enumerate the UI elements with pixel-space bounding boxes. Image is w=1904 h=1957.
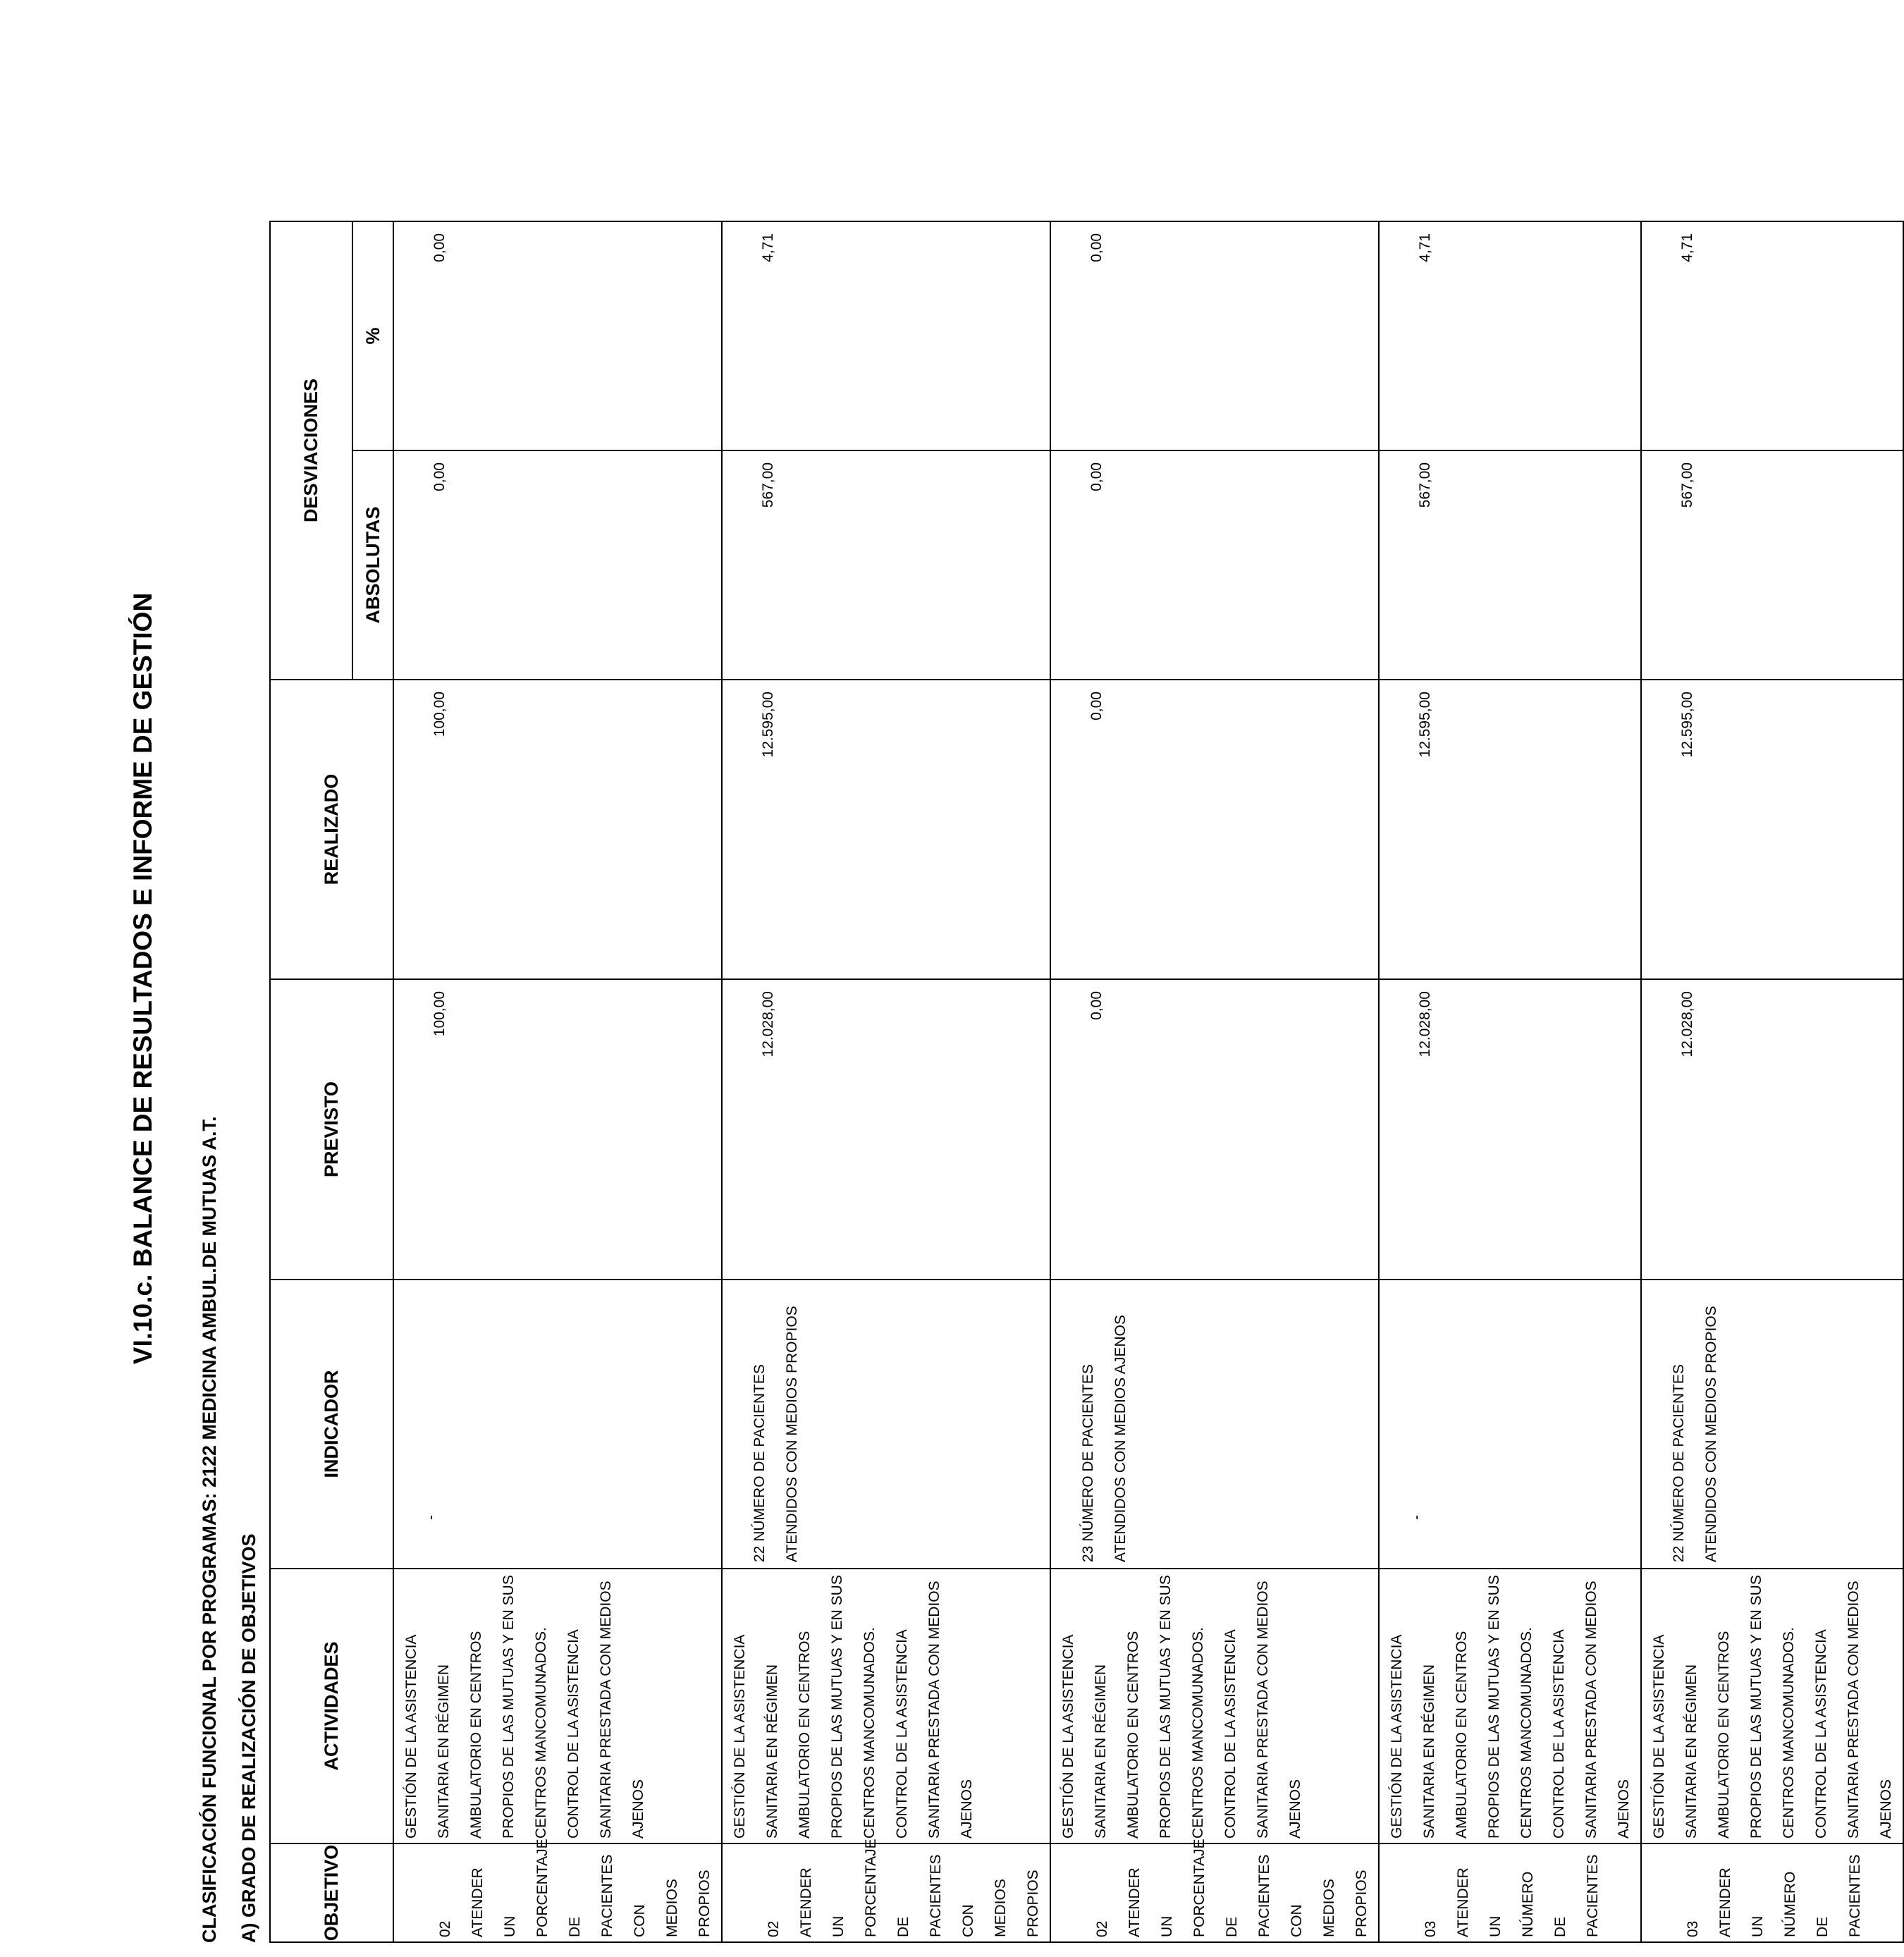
porcentaje-cell: 4,71 bbox=[1379, 221, 1641, 450]
actividades-cell bbox=[1379, 1569, 1641, 1843]
realizado-cell: 12.595,00 bbox=[722, 680, 1050, 979]
realizado-cell: 12.595,00 bbox=[1641, 680, 1903, 979]
actividad-item: CONTROL DE LA ASISTENCIA SANITARIA PRESTADA CON MEDIOS AJENOS bbox=[894, 1581, 975, 1839]
objetivo-cell: 02 ATENDER UN PORCENTAJE DE PACIENTES CON MEDIOS PROPIOS bbox=[722, 1843, 1050, 1942]
indicador-cell: 22 NÚMERO DE PACIENTES ATENDIDOS CON MEDIOS PROPIOS bbox=[722, 1280, 1050, 1569]
header-desviaciones: DESVIACIONES bbox=[270, 221, 352, 680]
actividad-item: GESTIÓN DE LA ASISTENCIA SANITARIA EN RÉGIMEN AMBULATORIO EN CENTROS PROPIOS DE LAS MUTUAS Y EN SUS CENTROS MANCOMUNADOS. bbox=[732, 1575, 878, 1839]
objectives-table bbox=[269, 11, 1904, 1943]
header-realizado: REALIZADO bbox=[270, 680, 393, 979]
actividad-item: GESTIÓN DE LA ASISTENCIA SANITARIA EN RÉGIMEN AMBULATORIO EN CENTROS PROPIOS DE LAS MUTUAS Y EN SUS CENTROS MANCOMUNADOS. bbox=[1060, 1575, 1206, 1839]
page-title: VI.10.c. BALANCE DE RESULTADOS E INFORME DE GESTIÓN bbox=[128, 592, 157, 1365]
porcentaje-cell: 4,71 bbox=[1641, 221, 1903, 450]
section-heading: A) GRADO DE REALIZACIÓN DE OBJETIVOS bbox=[238, 1533, 259, 1943]
previsto-cell: 12.028,00 bbox=[1641, 979, 1903, 1280]
actividades-cell bbox=[1050, 1569, 1379, 1843]
actividad-item: CONTROL DE LA ASISTENCIA SANITARIA PRESTADA CON MEDIOS AJENOS bbox=[565, 1581, 646, 1839]
indicador-value: - bbox=[423, 1515, 439, 1520]
absolutas-cell: 567,00 bbox=[1379, 450, 1641, 680]
header-absolutas: ABSOLUTAS bbox=[352, 450, 393, 680]
porcentaje-cell: 0,00 bbox=[1050, 221, 1379, 450]
header-actividades: ACTIVIDADES bbox=[270, 1569, 393, 1843]
table-row bbox=[393, 11, 722, 1942]
absolutas-cell: 567,00 bbox=[1641, 450, 1903, 680]
porcentaje-cell: 4,71 bbox=[722, 221, 1050, 450]
realizado-cell: 0,00 bbox=[1050, 680, 1379, 979]
actividad-item: CONTROL DE LA ASISTENCIA SANITARIA PRESTADA CON MEDIOS AJENOS bbox=[1222, 1581, 1303, 1839]
indicador-cell: 22 NÚMERO DE PACIENTES ATENDIDOS CON MEDIOS PROPIOS bbox=[1641, 1280, 1903, 1569]
previsto-cell: 12.028,00 bbox=[722, 979, 1050, 1280]
objetivo-cell: 02 ATENDER UN PORCENTAJE DE PACIENTES CON MEDIOS PROPIOS bbox=[393, 1843, 722, 1942]
actividad-item: CONTROL DE LA ASISTENCIA SANITARIA PRESTADA CON MEDIOS AJENOS bbox=[1551, 1581, 1632, 1839]
table-row bbox=[1641, 11, 1903, 1942]
table-row bbox=[1379, 11, 1641, 1942]
indicador-cell bbox=[393, 1280, 722, 1569]
header-objetivo: OBJETIVO bbox=[270, 1843, 393, 1942]
program-classification: CLASIFICACIÓN FUNCIONAL POR PROGRAMAS: 2122 MEDICINA AMBUL.DE MUTUAS A.T. bbox=[199, 1116, 220, 1943]
table-row bbox=[1050, 11, 1379, 1942]
absolutas-cell: 0,00 bbox=[1050, 450, 1379, 680]
objetivo-cell: 03 ATENDER UN NÚMERO DE PACIENTES bbox=[1641, 1843, 1903, 1942]
realizado-cell: 12.595,00 bbox=[1379, 680, 1641, 979]
objetivo-cell: 03 ATENDER UN NÚMERO DE PACIENTES bbox=[1379, 1843, 1641, 1942]
actividad-item: GESTIÓN DE LA ASISTENCIA SANITARIA EN RÉGIMEN AMBULATORIO EN CENTROS PROPIOS DE LAS MUTUAS Y EN SUS CENTROS MANCOMUNADOS. bbox=[1389, 1575, 1535, 1839]
porcentaje-cell: 0,00 bbox=[393, 221, 722, 450]
actividad-item: GESTIÓN DE LA ASISTENCIA SANITARIA EN RÉGIMEN AMBULATORIO EN CENTROS PROPIOS DE LAS MUTUAS Y EN SUS CENTROS MANCOMUNADOS. bbox=[1651, 1575, 1797, 1839]
indicador-value: - bbox=[1408, 1515, 1425, 1520]
realizado-cell: 100,00 bbox=[393, 680, 722, 979]
objetivo-cell: 02 ATENDER UN PORCENTAJE DE PACIENTES CON MEDIOS PROPIOS bbox=[1050, 1843, 1379, 1942]
absolutas-cell: 0,00 bbox=[393, 450, 722, 680]
table-row bbox=[722, 11, 1050, 1942]
actividades-cell bbox=[1641, 1569, 1903, 1843]
previsto-cell: 0,00 bbox=[1050, 979, 1379, 1280]
header-porcentaje: % bbox=[352, 221, 393, 450]
indicador-cell: 23 NÚMERO DE PACIENTES ATENDIDOS CON MEDIOS AJENOS bbox=[1050, 1280, 1379, 1569]
absolutas-cell: 567,00 bbox=[722, 450, 1050, 680]
actividad-item: CONTROL DE LA ASISTENCIA SANITARIA PRESTADA CON MEDIOS AJENOS bbox=[1813, 1581, 1894, 1839]
header-previsto: PREVISTO bbox=[270, 979, 393, 1280]
indicador-cell bbox=[1379, 1280, 1641, 1569]
actividades-cell bbox=[722, 1569, 1050, 1843]
previsto-cell: 100,00 bbox=[393, 979, 722, 1280]
header-indicador: INDICADOR bbox=[270, 1280, 393, 1569]
previsto-cell: 12.028,00 bbox=[1379, 979, 1641, 1280]
actividades-cell bbox=[393, 1569, 722, 1843]
actividad-item: GESTIÓN DE LA ASISTENCIA SANITARIA EN RÉGIMEN AMBULATORIO EN CENTROS PROPIOS DE LAS MUTUAS Y EN SUS CENTROS MANCOMUNADOS. bbox=[403, 1575, 549, 1839]
